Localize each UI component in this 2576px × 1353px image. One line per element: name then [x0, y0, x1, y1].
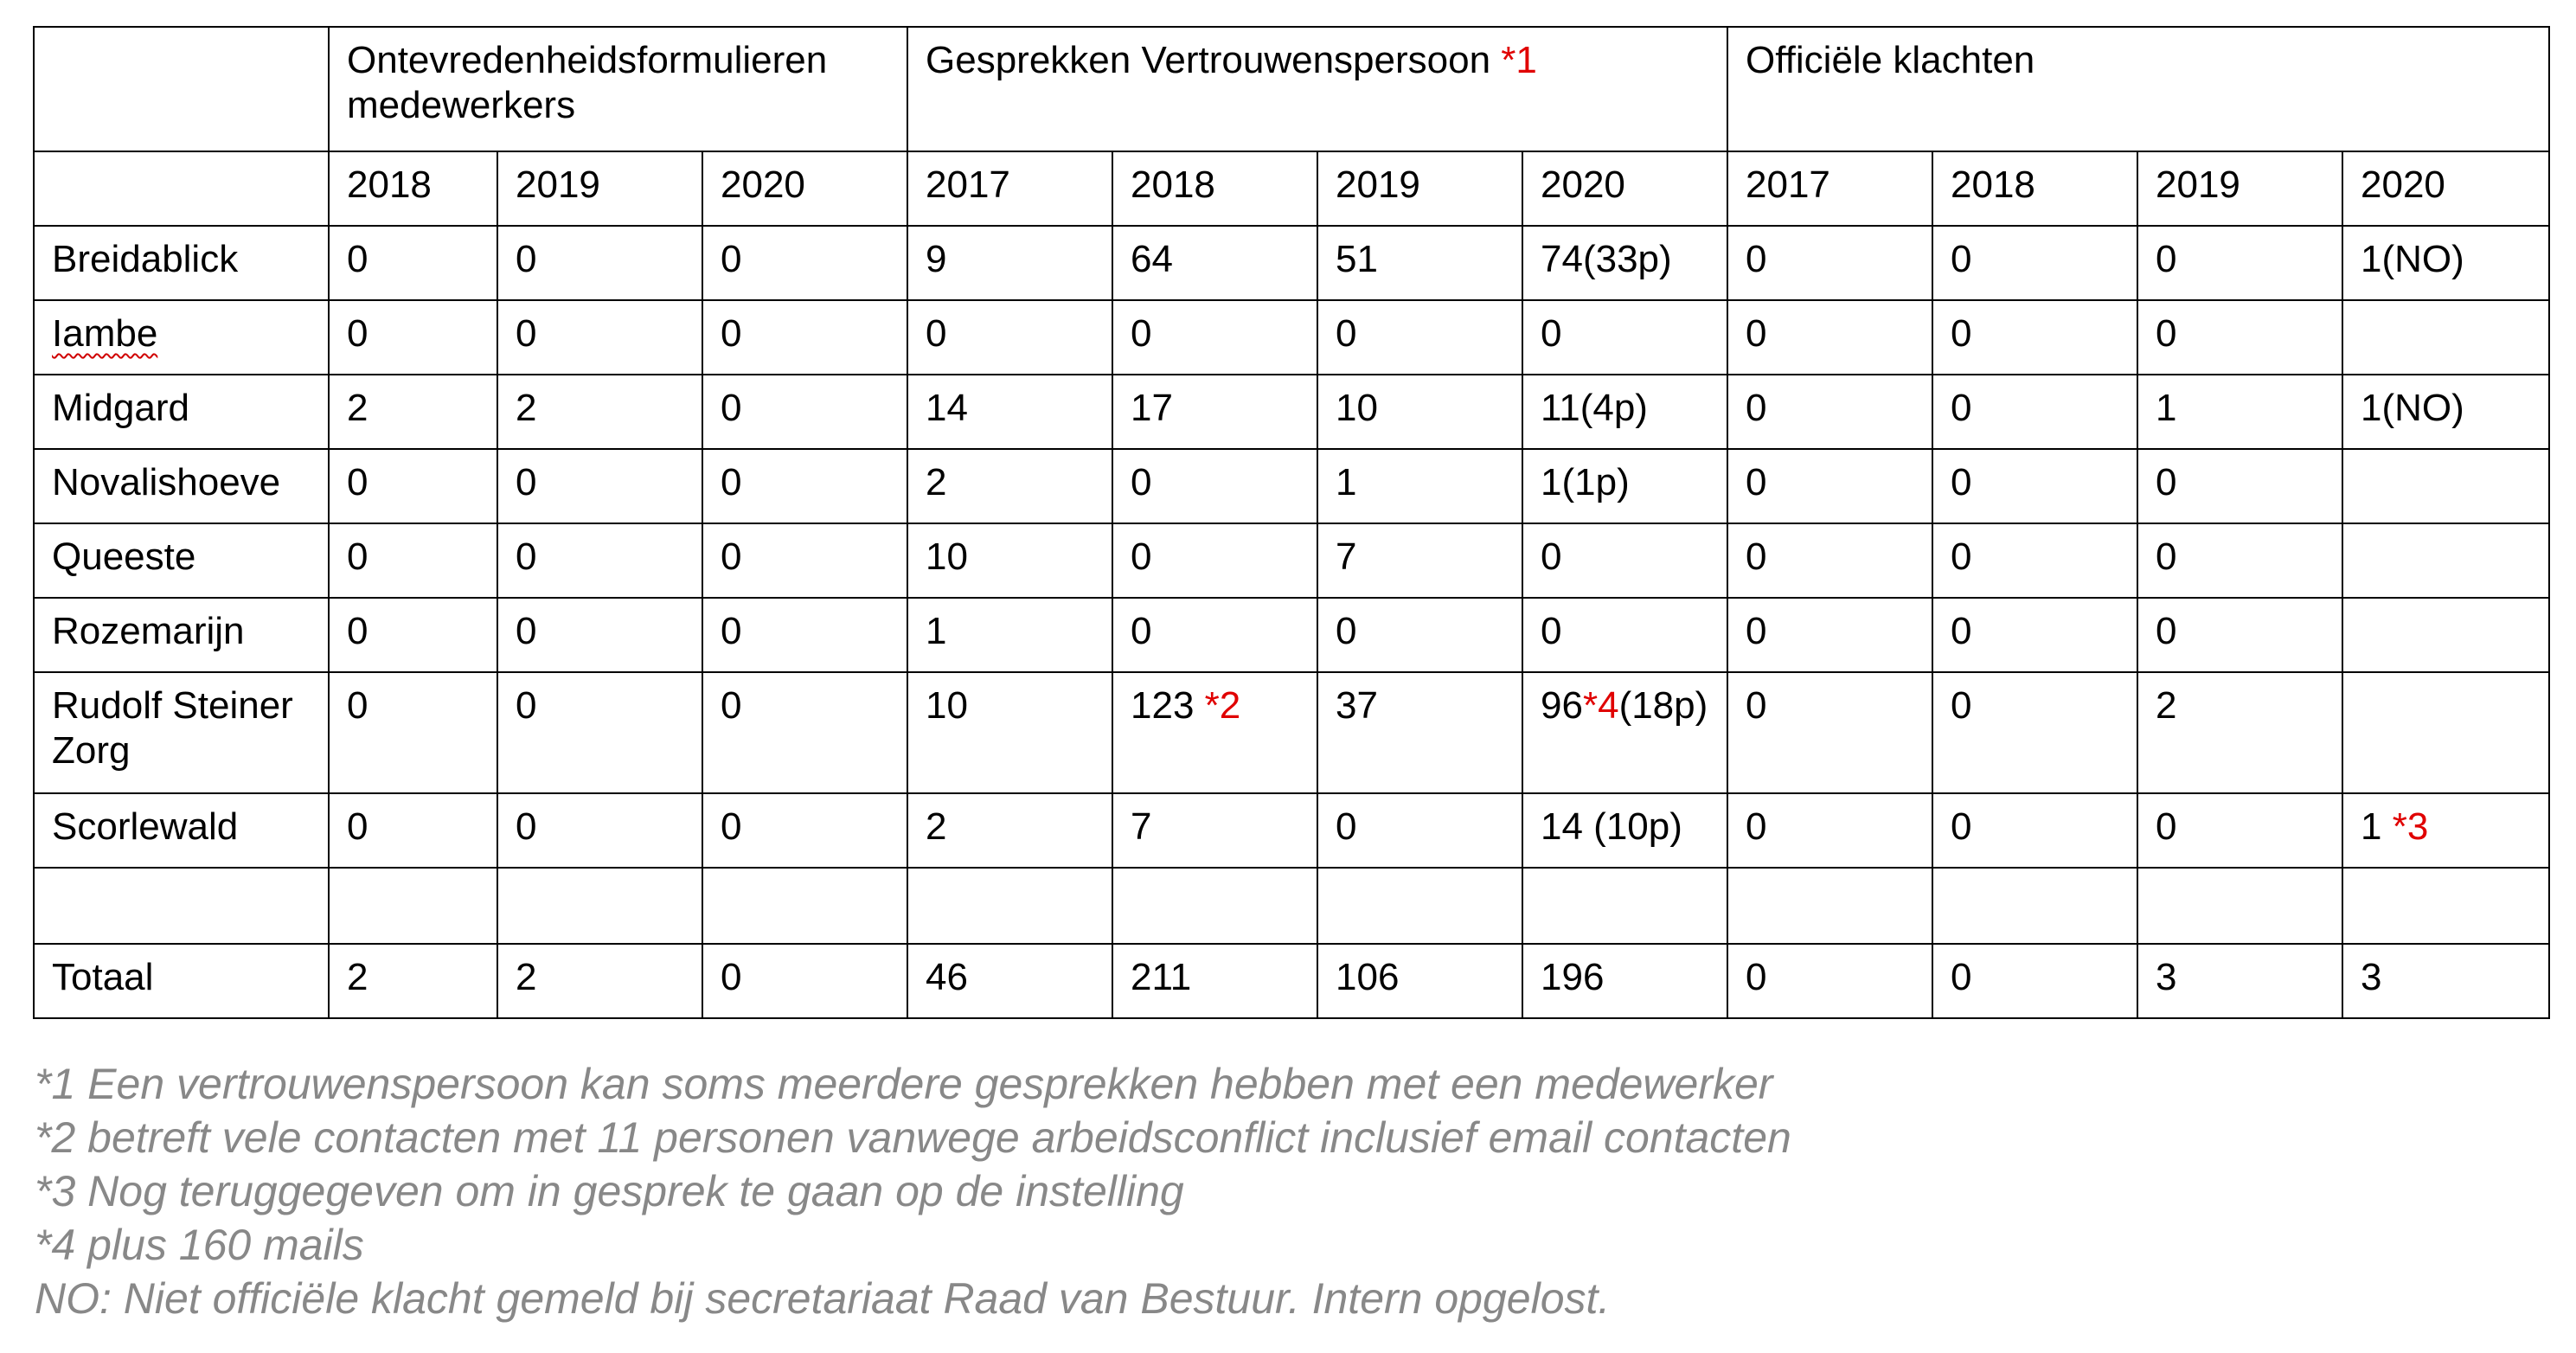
table-row [34, 300, 2549, 375]
table-cell [1727, 226, 1932, 300]
group-header-row [34, 27, 2549, 151]
cell-value: 10 [1336, 387, 1378, 429]
year-header-cell: 2020 [1522, 151, 1727, 226]
cell-value: 0 [347, 461, 368, 503]
cell-value: 7 [1336, 535, 1357, 578]
cell-value: 123 [1131, 684, 1205, 727]
table-cell [2342, 672, 2549, 793]
table-cell [2137, 226, 2342, 300]
table-cell [497, 449, 702, 523]
corner-cell [34, 151, 329, 226]
row-label-cell [34, 868, 329, 944]
year-header-cell: 2019 [497, 151, 702, 226]
cell-value: 0 [1951, 238, 1972, 280]
table-cell [702, 868, 907, 944]
table-cell [2137, 523, 2342, 598]
cell-value: 0 [1951, 956, 1972, 998]
table-cell [907, 226, 1112, 300]
year-header-cell: 2020 [702, 151, 907, 226]
year-header-cell: 2018 [1932, 151, 2137, 226]
table-cell [1112, 300, 1317, 375]
cell-value: 2 [516, 956, 537, 998]
group-header-forms [329, 27, 907, 151]
cell-value: 1 [2156, 387, 2177, 429]
table-cell [2137, 300, 2342, 375]
cell-value: 211 [1131, 956, 1192, 998]
table-cell [2137, 449, 2342, 523]
cell-suffix: (18p) [1618, 684, 1708, 727]
cell-value: 0 [516, 535, 537, 578]
table-row [34, 944, 2549, 1018]
table-cell [702, 300, 907, 375]
year-header-cell: 2019 [2137, 151, 2342, 226]
table-cell [1317, 300, 1522, 375]
cell-value: 0 [721, 610, 742, 652]
cell-value: 0 [1746, 461, 1767, 503]
cell-value: 0 [347, 238, 368, 280]
cell-value: 0 [347, 684, 368, 727]
footnote-marker: *2 [1204, 684, 1241, 727]
cell-value: 1 [926, 610, 947, 652]
table-cell [907, 672, 1112, 793]
cell-value: 0 [721, 312, 742, 355]
table-cell [1317, 375, 1522, 449]
cell-value: 0 [1336, 312, 1357, 355]
cell-value: 0 [2156, 535, 2177, 578]
table-cell [1932, 868, 2137, 944]
cell-value: 46 [926, 956, 968, 998]
table-cell [1522, 375, 1727, 449]
footnote-marker: *4 [1582, 684, 1619, 727]
cell-value: 0 [926, 312, 947, 355]
table-cell [1522, 226, 1727, 300]
cell-value: 17 [1131, 387, 1173, 429]
table-cell [1112, 226, 1317, 300]
group-label: Officiële klachten [1746, 39, 2035, 81]
table-cell [702, 375, 907, 449]
cell-value: 0 [1951, 805, 1972, 848]
table-cell [702, 598, 907, 672]
table-row [34, 449, 2549, 523]
table-cell [702, 944, 907, 1018]
table-cell [1112, 523, 1317, 598]
table-cell [1317, 672, 1522, 793]
cell-value: 1(1p) [1541, 461, 1630, 503]
cell-value: 2 [926, 461, 947, 503]
cell-value: 0 [516, 312, 537, 355]
table-cell [1727, 598, 1932, 672]
table-cell [1522, 300, 1727, 375]
cell-value: 0 [721, 956, 742, 998]
year-header-cell: 2018 [329, 151, 497, 226]
table-cell [329, 226, 497, 300]
table-cell [2342, 868, 2549, 944]
footnote-marker: *1 [1501, 39, 1537, 81]
table-cell [1522, 672, 1727, 793]
cell-value: 0 [1746, 387, 1767, 429]
table-cell [1932, 793, 2137, 868]
footnote-line: NO: Niet officiële klacht gemeld bij secretariaat Raad van Bestuur. Intern opgelost. [35, 1274, 1611, 1323]
table-cell [1112, 868, 1317, 944]
year-header-cell: 2017 [1727, 151, 1932, 226]
table-cell [2137, 598, 2342, 672]
cell-value: 0 [347, 610, 368, 652]
year-header-cell: 2019 [1317, 151, 1522, 226]
cell-value: 3 [2361, 956, 2382, 998]
cell-value: 0 [516, 684, 537, 727]
table-cell [1932, 375, 2137, 449]
cell-value: 0 [721, 535, 742, 578]
cell-value: 96 [1541, 684, 1583, 727]
table-row [34, 793, 2549, 868]
row-label-cell [34, 449, 329, 523]
table-cell [702, 523, 907, 598]
table-cell [2137, 793, 2342, 868]
cell-value: 1(NO) [2361, 238, 2464, 280]
table-cell [1932, 226, 2137, 300]
table-cell [1112, 449, 1317, 523]
table-cell [2137, 672, 2342, 793]
row-label: Novalishoeve [52, 461, 281, 503]
year-header-cell: 2020 [2342, 151, 2549, 226]
table-cell [329, 598, 497, 672]
cell-value: 2 [926, 805, 947, 848]
table-cell [1932, 523, 2137, 598]
cell-value: 0 [1951, 535, 1972, 578]
table-cell [329, 944, 497, 1018]
table-cell [2342, 944, 2549, 1018]
cell-value: 64 [1131, 238, 1173, 280]
cell-value: 196 [1541, 956, 1605, 998]
table-cell [1932, 944, 2137, 1018]
cell-value: 0 [721, 461, 742, 503]
cell-value: 1(NO) [2361, 387, 2464, 429]
cell-value: 0 [1336, 610, 1357, 652]
table-cell [329, 449, 497, 523]
footnote-line: *4 plus 160 mails [35, 1221, 364, 1269]
table-cell [1932, 300, 2137, 375]
cell-value: 0 [516, 610, 537, 652]
table-cell [497, 300, 702, 375]
table-cell [1727, 672, 1932, 793]
cell-value: 1 [2361, 805, 2393, 848]
cell-value: 10 [926, 684, 968, 727]
table-cell [2342, 449, 2549, 523]
table-cell [2342, 375, 2549, 449]
table-cell [1522, 868, 1727, 944]
table-cell [2137, 868, 2342, 944]
cell-value: 2 [2156, 684, 2177, 727]
cell-value: 0 [1951, 610, 1972, 652]
table-cell [907, 793, 1112, 868]
cell-value: 0 [1541, 312, 1562, 355]
cell-value: 0 [516, 238, 537, 280]
group-label: Gesprekken Vertrouwenspersoon [926, 39, 1491, 81]
cell-value: 0 [2156, 610, 2177, 652]
table-cell [497, 944, 702, 1018]
table-cell [497, 868, 702, 944]
table-cell [1522, 598, 1727, 672]
table-cell [702, 793, 907, 868]
row-label-cell [34, 226, 329, 300]
row-label-cell [34, 300, 329, 375]
cell-value: 0 [1541, 535, 1562, 578]
table-cell [907, 598, 1112, 672]
table-cell [702, 449, 907, 523]
table-cell [1112, 598, 1317, 672]
cell-value: 74(33p) [1541, 238, 1672, 280]
row-label: Queeste [52, 535, 196, 578]
table-cell [1727, 449, 1932, 523]
table-cell [1112, 672, 1317, 793]
table-cell [329, 523, 497, 598]
cell-value: 2 [347, 387, 368, 429]
group-header-complaints [1727, 27, 2549, 151]
year-header-cell: 2017 [907, 151, 1112, 226]
cell-value: 2 [347, 956, 368, 998]
table-cell [2342, 226, 2549, 300]
cell-value: 0 [1746, 610, 1767, 652]
table-cell [497, 793, 702, 868]
cell-value: 0 [1131, 461, 1152, 503]
table-cell [1317, 449, 1522, 523]
table-cell [1317, 868, 1522, 944]
table-row [34, 672, 2549, 793]
table-cell [497, 598, 702, 672]
cell-value: 2 [516, 387, 537, 429]
cell-value: 0 [1746, 956, 1767, 998]
table-cell [1932, 672, 2137, 793]
row-label-cell [34, 523, 329, 598]
cell-value: 106 [1336, 956, 1400, 998]
table-cell [907, 944, 1112, 1018]
table-cell [2342, 598, 2549, 672]
cell-value: 0 [347, 535, 368, 578]
row-label-cell [34, 944, 329, 1018]
table-cell [1727, 868, 1932, 944]
table-cell [2342, 793, 2549, 868]
table-cell [702, 672, 907, 793]
row-label-cell [34, 375, 329, 449]
table-row [34, 523, 2549, 598]
year-header-cell: 2018 [1112, 151, 1317, 226]
table-cell [1522, 793, 1727, 868]
cell-value: 7 [1131, 805, 1152, 848]
cell-value: 0 [1131, 535, 1152, 578]
cell-value: 0 [2156, 461, 2177, 503]
footnote-line: *3 Nog teruggegeven om in gesprek te gaan op de instelling [35, 1167, 1184, 1215]
row-label: Midgard [52, 387, 189, 429]
table-row [34, 598, 2549, 672]
table-cell [2342, 300, 2549, 375]
table-row [34, 868, 2549, 944]
cell-value: 1 [1336, 461, 1357, 503]
cell-value: 0 [1746, 805, 1767, 848]
group-header-confidant [907, 27, 1727, 151]
cell-value: 10 [926, 535, 968, 578]
table-cell [2342, 523, 2549, 598]
table-cell [1112, 375, 1317, 449]
table-cell [907, 868, 1112, 944]
cell-value: 0 [721, 387, 742, 429]
cell-value: 0 [1336, 805, 1357, 848]
table-cell [1522, 449, 1727, 523]
table-cell [329, 375, 497, 449]
year-header-row [34, 151, 2549, 226]
cell-value: 0 [721, 805, 742, 848]
table-cell [1522, 523, 1727, 598]
cell-value: 11(4p) [1541, 387, 1648, 429]
cell-value: 0 [2156, 238, 2177, 280]
table-cell [907, 375, 1112, 449]
row-label: Rozemarijn [52, 610, 245, 652]
footnote-line: *2 betreft vele contacten met 11 personen vanwege arbeidsconflict inclusief email contacten [35, 1113, 1791, 1162]
table-cell [1317, 598, 1522, 672]
table-cell [1932, 598, 2137, 672]
cell-value: 0 [1951, 312, 1972, 355]
cell-value: 0 [1951, 461, 1972, 503]
table-cell [1727, 793, 1932, 868]
row-label: Breidablick [52, 238, 239, 280]
footnotes [35, 1057, 1791, 1325]
cell-value: 0 [1951, 684, 1972, 727]
table-cell [702, 226, 907, 300]
cell-value: 0 [347, 312, 368, 355]
table-cell [1317, 523, 1522, 598]
cell-value: 0 [516, 461, 537, 503]
row-label: Scorlewald [52, 805, 239, 848]
complaints-table [33, 26, 2550, 1019]
table-cell [1727, 300, 1932, 375]
table-cell [2137, 375, 2342, 449]
cell-value: 0 [721, 238, 742, 280]
cell-value: 14 [926, 387, 968, 429]
cell-value: 0 [1131, 312, 1152, 355]
cell-value: 0 [1746, 238, 1767, 280]
cell-value: 0 [1131, 610, 1152, 652]
table-cell [497, 375, 702, 449]
table-cell [1112, 793, 1317, 868]
cell-value: 0 [2156, 312, 2177, 355]
cell-value: 0 [516, 805, 537, 848]
row-label: Rudolf Steiner Zorg [52, 684, 293, 772]
table-cell [1727, 375, 1932, 449]
table-cell [1727, 944, 1932, 1018]
table-cell [1727, 523, 1932, 598]
cell-value: 0 [1541, 610, 1562, 652]
table-cell [329, 300, 497, 375]
table-cell [1932, 449, 2137, 523]
table-cell [907, 523, 1112, 598]
row-label-cell [34, 672, 329, 793]
table-cell [1112, 944, 1317, 1018]
corner-cell [34, 27, 329, 151]
cell-value: 37 [1336, 684, 1378, 727]
cell-value: 0 [1951, 387, 1972, 429]
table-cell [907, 449, 1112, 523]
table-cell [1317, 793, 1522, 868]
table-cell [497, 523, 702, 598]
table-cell [1522, 944, 1727, 1018]
table-cell [497, 226, 702, 300]
cell-value: 9 [926, 238, 947, 280]
row-label-cell [34, 598, 329, 672]
cell-value: 0 [2156, 805, 2177, 848]
table-cell [1317, 944, 1522, 1018]
cell-value: 0 [347, 805, 368, 848]
row-label-cell [34, 793, 329, 868]
table-cell [907, 300, 1112, 375]
footnote-line: *1 Een vertrouwenspersoon kan soms meerdere gesprekken hebben met een medewerker [35, 1060, 1773, 1108]
footnote-marker: *3 [2392, 805, 2429, 848]
cell-value: 14 (10p) [1541, 805, 1682, 848]
cell-value: 0 [1746, 684, 1767, 727]
table-cell [497, 672, 702, 793]
table-row [34, 375, 2549, 449]
cell-value: 3 [2156, 956, 2177, 998]
table-cell [1317, 226, 1522, 300]
table-cell [2137, 944, 2342, 1018]
cell-value: 51 [1336, 238, 1378, 280]
row-label: Iambe [52, 312, 158, 355]
cell-value: 0 [1746, 535, 1767, 578]
table-cell [329, 793, 497, 868]
cell-value: 0 [721, 684, 742, 727]
table-cell [329, 868, 497, 944]
group-label: Ontevredenheidsformulieren medewerkers [347, 39, 828, 126]
cell-value: 0 [1746, 312, 1767, 355]
table-cell [329, 672, 497, 793]
table-row [34, 226, 2549, 300]
row-label: Totaal [52, 956, 154, 998]
